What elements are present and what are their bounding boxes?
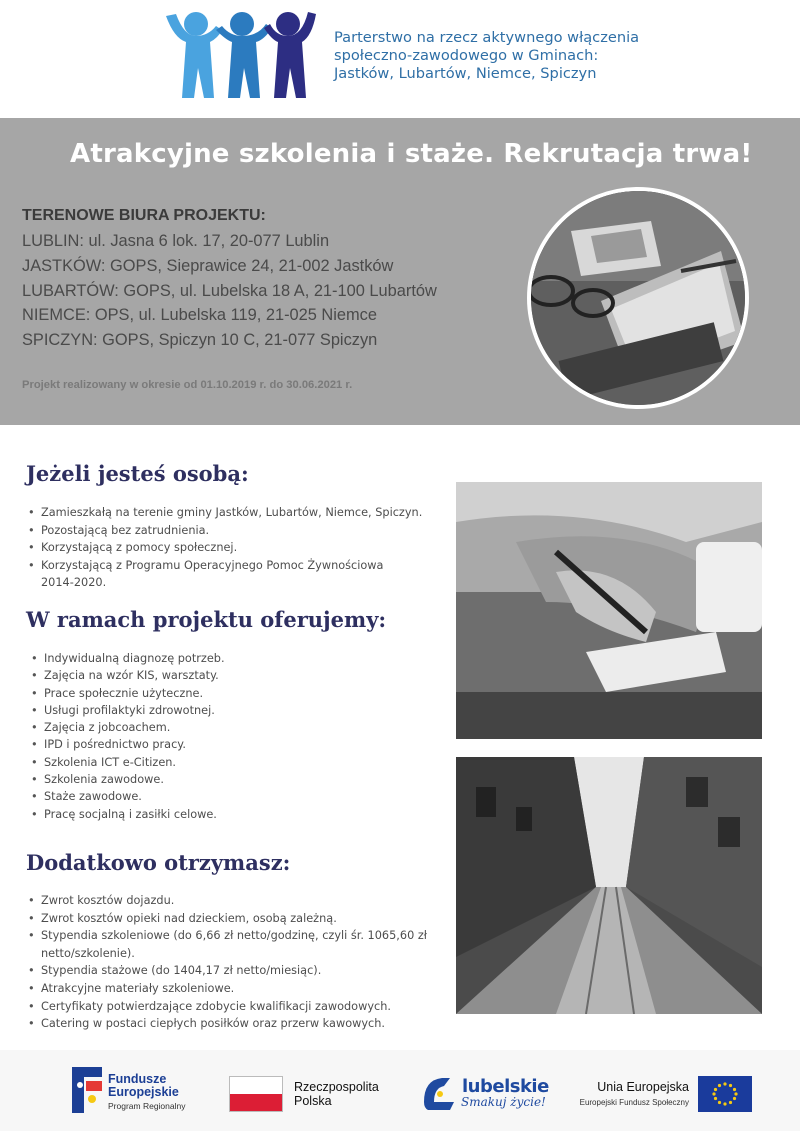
extras-heading: Dodatkowo otrzymasz:	[26, 850, 291, 875]
list-item: • IPD i pośrednictwo pracy.	[29, 736, 429, 753]
office-lubartow: LUBARTÓW: GOPS, ul. Lubelska 18 A, 21-100 Lubartów	[22, 282, 437, 300]
list-item: • Pozostającą bez zatrudnienia.	[26, 522, 426, 540]
list-item: • Stypendia stażowe (do 1404,17 zł netto/miesiąc).	[26, 962, 436, 980]
eu-name: Unia Europejska	[597, 1080, 689, 1094]
poland-flag-icon	[229, 1076, 283, 1112]
partnership-line: Jastków, Lubartów, Niemce, Spiczyn	[334, 65, 597, 82]
office-niemce: NIEMCE: OPS, ul. Lubelska 119, 21-025 Niemce	[22, 306, 377, 324]
office-lublin: LUBLIN: ul. Jasna 6 lok. 17, 20-077 Lublin	[22, 232, 330, 250]
eu-fund-name: Europejski Fundusz Społeczny	[579, 1098, 689, 1107]
list-item: • Korzystającą z Programu Operacyjnego Pomoc Żywnościowa 2014-2020.	[26, 557, 396, 592]
people-group-icon	[160, 6, 320, 106]
list-item: • Zwrot kosztów dojazdu.	[26, 892, 436, 910]
list-item: • Korzystającą z pomocy społecznej.	[26, 539, 426, 557]
partnership-title	[334, 29, 664, 83]
list-item: • Staże zawodowe.	[29, 788, 429, 805]
street-photo	[456, 757, 762, 1014]
office-jastkow: JASTKÓW: GOPS, Sieprawice 24, 21-002 Jastków	[22, 257, 394, 275]
list-item: • Indywidualną diagnozę potrzeb.	[29, 650, 429, 667]
rp-line: Rzeczpospolita	[294, 1080, 379, 1094]
lubelskie-name: lubelskie	[462, 1076, 549, 1097]
office-spiczyn: SPICZYN: GOPS, Spiczyn 10 C, 21-077 Spiczyn	[22, 331, 378, 349]
list-item: • Certyfikaty potwierdzające zdobycie kwalifikacji zawodowych.	[26, 998, 436, 1016]
partnership-line: Parterstwo na rzecz aktywnego włączenia	[334, 29, 640, 46]
list-item: • Zajęcia na wzór KIS, warsztaty.	[29, 667, 429, 684]
eu-flag-icon	[698, 1076, 752, 1112]
list-item: • Zamieszkałą na terenie gminy Jastków, Lubartów, Niemce, Spiczyn.	[26, 504, 426, 522]
list-item: • Stypendia szkoleniowe (do 6,66 zł netto/godzinę, czyli śr. 1065,60 zł netto/szkolenie).	[26, 927, 436, 962]
fe-line: Europejskie	[108, 1085, 179, 1099]
writing-hand-photo	[456, 482, 762, 739]
offices-heading: TERENOWE BIURA PROJEKTU:	[22, 207, 266, 224]
list-item: • Zwrot kosztów opieki nad dzieckiem, osobą zależną.	[26, 910, 436, 928]
notebook-photo	[527, 187, 749, 409]
list-item: • Szkolenia ICT e-Citizen.	[29, 754, 429, 771]
eligibility-heading: Jeżeli jesteś osobą:	[26, 461, 249, 486]
header	[0, 0, 800, 118]
lubelskie-slogan: Smakuj życie!	[461, 1095, 546, 1109]
fe-line: Fundusze	[108, 1072, 167, 1086]
fundusze-europejskie-logo-icon	[72, 1067, 102, 1113]
eligibility-list	[26, 504, 426, 592]
fundusze-europejskie-name	[108, 1073, 179, 1099]
list-item: • Atrakcyjne materiały szkoleniowe.	[26, 980, 436, 998]
list-item: • Prace społecznie użyteczne.	[29, 685, 429, 702]
banner-title: Atrakcyjne szkolenia i staże. Rekrutacja trwa!	[70, 139, 753, 169]
extras-list	[26, 892, 436, 1033]
list-item: • Pracę socjalną i zasiłki celowe.	[29, 806, 429, 823]
rzeczpospolita-polska-name	[294, 1080, 379, 1108]
offer-list	[29, 650, 429, 823]
project-period: Projekt realizowany w okresie od 01.10.2019 r. do 30.06.2021 r.	[22, 379, 353, 391]
list-item: • Catering w postaci ciepłych posiłków oraz przerw kawowych.	[26, 1015, 436, 1033]
list-item: • Szkolenia zawodowe.	[29, 771, 429, 788]
offer-heading: W ramach projektu oferujemy:	[26, 607, 387, 632]
partnership-line: społeczno-zawodowego w Gminach:	[334, 47, 599, 64]
rp-line: Polska	[294, 1094, 332, 1108]
fe-program: Program Regionalny	[108, 1101, 186, 1111]
list-item: • Zajęcia z jobcoachem.	[29, 719, 429, 736]
list-item: • Usługi profilaktyki zdrowotnej.	[29, 702, 429, 719]
